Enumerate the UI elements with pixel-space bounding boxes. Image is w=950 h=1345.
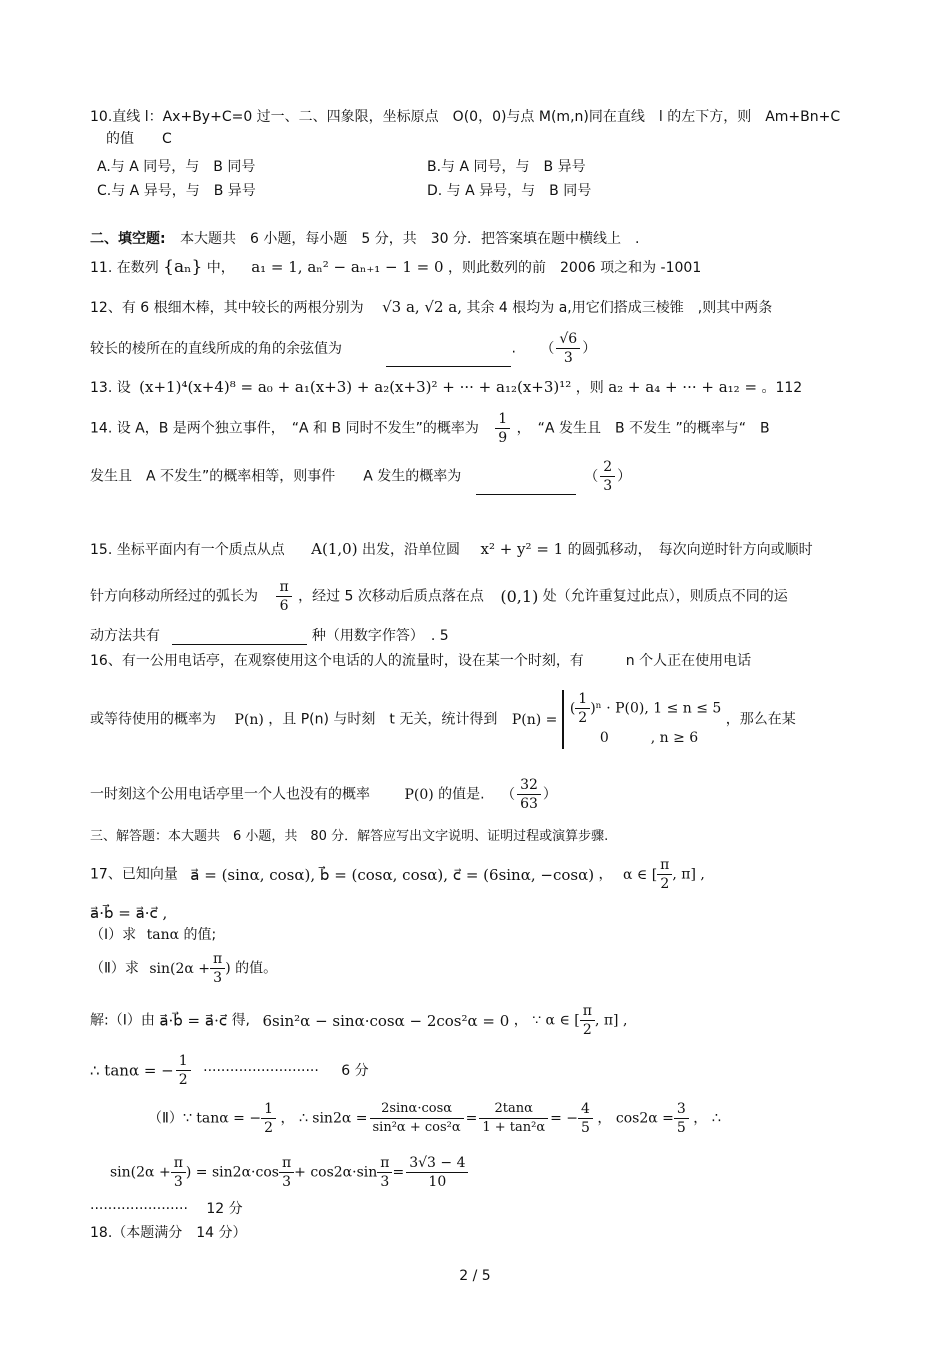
q15-text-3a: 动方法共有 [90, 628, 160, 644]
sol-4-num-3: π [377, 1154, 392, 1173]
sol-4-den-2: 3 [282, 1174, 291, 1190]
sol-3-h: ， ∴ [693, 1110, 721, 1127]
q12-dot: . [511, 340, 516, 357]
sol-2-score: 6 分 [341, 1062, 369, 1079]
q16-p0: P(0) [404, 786, 434, 803]
q15-point-a: A(1,0) [311, 540, 358, 558]
q12-answer-blank [386, 348, 511, 367]
sol-1-b: 得, [231, 1012, 251, 1029]
q14-ans-close: ） [617, 468, 632, 485]
q17-part-1-formula: tanα [146, 927, 180, 943]
q12-answer-num: √6 [556, 330, 580, 349]
q16-text-2b: ，且 P(n) 与时刻 t 无关，统计得到 [268, 711, 498, 728]
sol-3-c: ， ∴ [280, 1110, 308, 1127]
sol-3-f2-num: 2tanα [479, 1100, 548, 1119]
q17-part-2-num: π [210, 950, 225, 969]
sol-1-num: π [580, 1002, 595, 1021]
q12-text-a: 12、有 6 根细木棒，其中较长的两根分别为 [90, 300, 364, 316]
section-2-heading [90, 230, 640, 248]
q13-text-a: 13. 设 [90, 380, 131, 396]
sol-4-frac-4 [406, 1154, 468, 1191]
sol-3-f4-num: 3 [674, 1100, 689, 1119]
q16-answer-fraction [517, 776, 541, 813]
q12-answer-fraction [556, 330, 580, 367]
q15-line3 [90, 626, 449, 645]
sol-3-g: ， cos2α = [597, 1110, 674, 1127]
sol-3-f3-num: 4 [578, 1100, 593, 1119]
q14-ans-open: （ [584, 468, 599, 485]
q14-frac-den: 9 [498, 430, 508, 446]
q16-case-1-num: 1 [575, 690, 590, 709]
q16-text-2a: 或等待使用的概率为 [90, 711, 216, 728]
sol-2-den: 2 [178, 1072, 188, 1088]
q17-part-1-a: （Ⅰ）求 [90, 927, 137, 943]
q12-line1 [90, 298, 772, 317]
sol-4-frac-3 [377, 1154, 392, 1191]
q17-range-b: , π] , [672, 866, 705, 883]
sol-4-a: sin(2α + [110, 1164, 171, 1181]
q16-pn: P(n) [234, 711, 264, 728]
q10-option-a: A.与 A 同号，与 B 同号 [97, 159, 256, 175]
sol-4-num: π [171, 1154, 186, 1173]
q16-text-3b: 的值是. [438, 786, 485, 803]
q15-point-b: (0,1) [500, 586, 539, 606]
q17-part-2 [90, 950, 277, 987]
q15-frac-num: π [276, 578, 291, 597]
sol-4-frac-1 [171, 1154, 186, 1191]
solution-step-4 [110, 1154, 470, 1191]
q17-part-2-fraction [210, 950, 225, 987]
sol-1-e: , π] , [594, 1012, 628, 1029]
solution-step-3 [148, 1100, 721, 1137]
q11-text-a: 11. 在数列 [90, 260, 159, 276]
q17-range-num: π [657, 856, 672, 875]
q16-ans-open: （ [501, 786, 516, 803]
sol-1-den: 2 [582, 1022, 592, 1038]
sol-2-fraction [176, 1052, 191, 1089]
sol-3-f: = − [550, 1110, 579, 1127]
sol-3-a: （Ⅱ）∵ [148, 1110, 192, 1127]
q11-sequence: {aₙ} [163, 257, 203, 277]
q11-formula: a₁ = 1, aₙ² − aₙ₊₁ − 1 = 0 [251, 258, 444, 276]
section-2-title: 二、填空题: [90, 231, 166, 247]
q11-text-b: 中， [206, 260, 235, 276]
q12-lengths: √3 a, √2 a, [382, 298, 463, 316]
sol-4-num-4: 3√3 − 4 [406, 1154, 468, 1173]
q15-line1 [90, 540, 813, 559]
q13 [90, 378, 802, 397]
q15-text-2b: ，经过 5 次移动后质点落在点 [298, 588, 484, 605]
q12-line2 [90, 330, 596, 367]
q17-part-1-b: 的值; [183, 927, 217, 943]
q16-piecewise [562, 690, 722, 749]
q14-text-b: ， “A 发生且 B 不发生 ”的概率与“ B [516, 420, 770, 437]
q17-range-a: α ∈ [ [622, 866, 658, 883]
q14-answer-num: 2 [600, 458, 615, 477]
q12-ans-close: ） [582, 340, 597, 357]
sol-3-num: 1 [261, 1100, 276, 1119]
q16-ans-close: ） [542, 786, 557, 803]
q15-line2 [90, 578, 788, 615]
q15-frac-den: 6 [279, 598, 289, 614]
q16-pn-def: P(n) = [511, 711, 558, 728]
q17-range-den: 2 [660, 876, 670, 892]
sol-3-frac-3 [479, 1100, 548, 1137]
q13-formula: (x+1)⁴(x+4)⁸ = a₀ + a₁(x+3) + a₂(x+3)² + ··· + a₁₂(x+3)¹² [139, 378, 572, 396]
q10-option-d: D. 与 A 异号，与 B 同号 [427, 183, 592, 199]
sol-4-den-4: 10 [428, 1174, 447, 1190]
sol-5-score: 12 分 [206, 1201, 243, 1217]
sol-2-dots: ·························· [203, 1062, 319, 1079]
q10-option-c: C.与 A 异号，与 B 异号 [97, 183, 256, 199]
sol-2-a: ∴ tanα = − [90, 1061, 174, 1080]
q10-stem-cont: 的值 C [106, 131, 172, 147]
q17-vectors: a⃗ = (sinα, cosα), b⃗ = (cosα, cosα), c⃗ = (6sinα, −cosα) [190, 865, 595, 884]
section-3-heading: 三、解答题：本大题共 6 小题，共 80 分．解答应写出文字说明、证明过程或演算步骤. [90, 829, 609, 844]
q16-text-3a: 一时刻这个公用电话亭里一个人也没有的概率 [90, 786, 370, 803]
q16-answer-den: 63 [520, 796, 538, 812]
q16-case-1-fraction [575, 690, 590, 727]
q16-case-1-open: ( [569, 700, 576, 717]
sol-4-den: 3 [173, 1174, 183, 1190]
q15-text-b: 出发，沿单位圆 [362, 542, 461, 558]
sol-3-frac-4 [578, 1100, 593, 1137]
q17-part-2-b: 的值。 [235, 960, 278, 977]
sol-3-frac-1 [261, 1100, 276, 1137]
solution-step-1 [90, 1002, 627, 1039]
q14-answer-blank [476, 476, 576, 495]
q16-text-2c: ，那么在某 [725, 711, 796, 728]
q17-part-2-a: （Ⅱ）求 [90, 960, 139, 977]
sol-1-equation: 6sin²α − sinα·cosα − 2cos²α = 0 [262, 1011, 510, 1030]
q16-answer-num: 32 [517, 776, 541, 795]
q17-text-a: 17、已知向量 [90, 866, 178, 883]
q16-case-2: 0 , n ≥ 6 [599, 730, 699, 746]
q17-part-2-den: 3 [213, 970, 223, 986]
q11-text-c: ，则此数列的前 2006 项之和为 -1001 [448, 260, 702, 276]
q16-line1: 16、有一公用电话亭，在观察使用这个电话的人的流量时，设在某一个时刻，有 n 个人正在使用电话 [90, 653, 752, 669]
page-number: 2 / 5 [459, 1268, 491, 1284]
q13-formula-2: a₂ + a₄ + ··· + a₁₂ = [608, 378, 758, 396]
q10-option-b: B.与 A 同号，与 B 异号 [427, 159, 586, 175]
sol-2-num: 1 [176, 1052, 191, 1071]
q17-line1 [90, 856, 705, 893]
q15-answer-blank [172, 626, 307, 645]
q15-circle: x² + y² = 1 [480, 540, 564, 558]
q14-line2 [90, 458, 631, 495]
sol-3-frac-5 [674, 1100, 689, 1137]
sol-1-vectors: a⃗·b⃗ = a⃗·c⃗ [159, 1011, 228, 1030]
q12-text-c: 其余 4 根均为 a,用它们搭成三棱锥 ,则其中两条 [466, 300, 773, 316]
q16-line2 [90, 690, 796, 749]
q17-part-2-f-b: ) [225, 960, 231, 977]
q15-text-2c: 处（允许重复过此点），则质点不同的运 [542, 588, 788, 605]
sol-4-c: + cos2α·sin [294, 1164, 378, 1181]
q15-text-3b: 种（用数字作答） . 5 [311, 628, 449, 644]
sol-1-c: ， [513, 1012, 528, 1029]
q16-case-1-rest: )ⁿ · P(0), 1 ≤ n ≤ 5 [590, 700, 722, 717]
q10-stem: 10.直线 l：Ax+By+C=0 过一、二、四象限，坐标原点 O(0，0)与点 M(m,n)同在直线 l 的左下方，则 Am+Bn+C [90, 109, 841, 125]
q15-text-c: 的圆弧移动， 每次向逆时针方向或顺时 [567, 542, 813, 558]
q17-range-fraction [657, 856, 672, 893]
q16-case-1-den: 2 [578, 710, 588, 726]
q17-part-1 [90, 926, 216, 944]
q17-condition: a⃗·b⃗ = a⃗·c⃗ , [90, 904, 168, 922]
sol-4-frac-2 [279, 1154, 294, 1191]
sol-5-dots: ······················ [90, 1201, 188, 1217]
sol-3-f2-den: 1 + tan²α [482, 1120, 546, 1135]
q12-answer-den: 3 [563, 350, 573, 366]
q16-case-1 [570, 690, 722, 727]
q15-text-a: 15. 坐标平面内有一个质点从点 [90, 542, 285, 558]
sol-3-f3-den: 5 [581, 1120, 590, 1136]
q14-answer-fraction [600, 458, 615, 495]
solution-step-5 [90, 1200, 243, 1218]
sol-3-frac-2 [370, 1100, 464, 1137]
sol-1-d: ∵ α ∈ [ [532, 1012, 580, 1029]
sol-4-d: = [392, 1164, 405, 1181]
q14-text-2: 发生且 A 不发生”的概率相等，则事件 A 发生的概率为 [90, 468, 462, 485]
q14-text-a: 14. 设 A，B 是两个独立事件， “A 和 B 同时不发生”的概率为 [90, 420, 479, 437]
sol-3-d: sin2α = [312, 1110, 368, 1127]
q14-answer-den: 3 [603, 478, 613, 494]
q15-fraction [276, 578, 291, 615]
sol-3-den: 2 [264, 1120, 273, 1136]
q12-ans-open: （ [540, 340, 555, 357]
q14-frac-num: 1 [495, 410, 510, 429]
sol-1-fraction [580, 1002, 595, 1039]
q15-text-2a: 针方向移动所经过的弧长为 [90, 588, 258, 605]
sol-3-f1-den: sin²α + cos²α [372, 1120, 461, 1135]
q12-text-2: 较长的棱所在的直线所成的角的余弦值为 [90, 340, 342, 357]
sol-3-f1-num: 2sinα·cosα [370, 1100, 464, 1119]
section-2-desc: 本大题共 6 小题，每小题 5 分，共 30 分．把答案填在题中横线上 . [180, 231, 640, 247]
q13-text-b: ，则 [575, 380, 604, 396]
sol-3-f4-den: 5 [676, 1120, 686, 1136]
sol-3-b: tanα = − [196, 1110, 262, 1127]
sol-4-num-2: π [279, 1154, 294, 1173]
q13-text-c: 。112 [761, 380, 803, 396]
q18-heading: 18.（本题满分 14 分） [90, 1225, 247, 1241]
sol-1-a: 解:（I）由 [90, 1012, 155, 1029]
q17-part-2-f-a: sin(2α + [149, 960, 211, 977]
q14-fraction [495, 410, 510, 447]
q17-text-b: ， [598, 866, 613, 883]
q16-line3 [90, 776, 557, 813]
q11 [90, 258, 701, 277]
q14-line1 [90, 410, 770, 447]
sol-4-den-3: 3 [380, 1174, 390, 1190]
sol-4-b: ) = sin2α·cos [185, 1164, 279, 1181]
solution-step-2 [90, 1052, 369, 1089]
sol-3-e: = [465, 1110, 478, 1127]
